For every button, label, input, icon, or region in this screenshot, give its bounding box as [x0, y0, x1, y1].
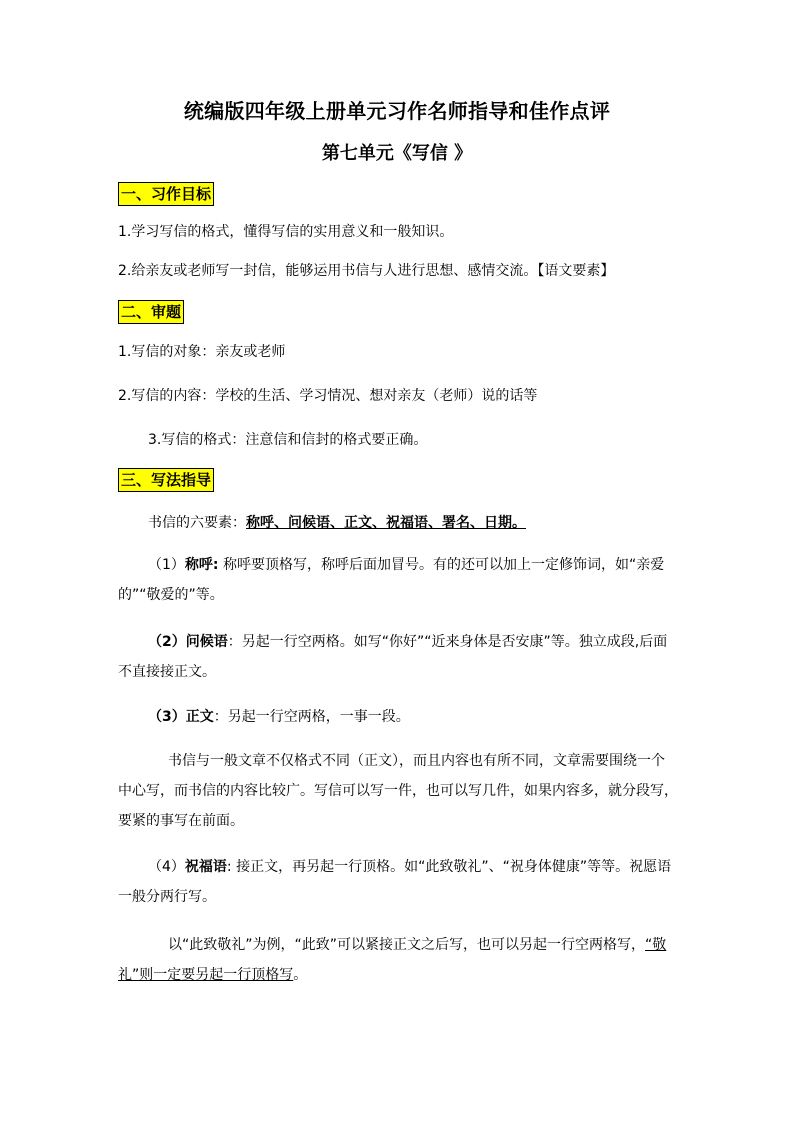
six-elements-line	[148, 512, 694, 534]
para-term: 称呼:	[184, 557, 219, 573]
para-text-underlined: “敬礼”则一定要另起一行顶格写	[118, 937, 667, 983]
goal-item-1: 1.学习写信的格式，懂得写信的实用意义和一般知识。	[118, 224, 454, 240]
para-text: 以“此致敬礼”为例，“此致”可以紧接正文之后写，也可以另起一行空两格写，	[168, 937, 646, 953]
para-text: ：另起一行空两格，一事一段。	[213, 709, 410, 725]
section-heading-guide: 三、写法指导	[118, 468, 214, 492]
para-term: 祝福语	[184, 859, 227, 875]
guide-paragraph-body	[148, 706, 694, 728]
guide-paragraph-salutation	[118, 550, 678, 610]
guide-paragraph-closing-detail	[118, 930, 678, 990]
guide-paragraph-closing	[118, 852, 678, 912]
para-number: （3）	[148, 709, 186, 725]
para-number: （4）	[148, 859, 185, 875]
document-title: 统编版四年级上册单元习作名师指导和佳作点评	[183, 99, 611, 123]
section-heading-goals: 一、习作目标	[118, 182, 214, 206]
guide-paragraph-body-detail: 书信与一般文章不仅格式不同（正文），而且内容也有所不同，文章需要围绕一个中心写，而书信的内容比较广。写信可以写一件，也可以写几件，如果内容多，就分段写，要紧的事写在前面。	[118, 753, 678, 829]
para-text: : 接正文，再另起一行顶格。如“此致敬礼”、“祝身体健康”等等。祝愿语一般分两行写。	[118, 859, 672, 905]
para-term: 正文	[185, 709, 214, 725]
para-text-end: 。	[293, 967, 308, 983]
topic-item-1: 1.写信的对象：亲友或老师	[118, 344, 286, 360]
six-elements-list: 称呼、问候语、正文、祝福语、署名、日期。	[246, 515, 526, 531]
para-text: 称呼要顶格写，称呼后面加冒号。有的还可以加上一定修饰词，如“亲爱的”“敬爱的”等。	[118, 557, 665, 603]
para-term: 问候语	[185, 634, 228, 650]
section-heading-topic: 二、审题	[118, 300, 184, 324]
topic-item-3: 3.写信的格式：注意信和信封的格式要正确。	[148, 432, 428, 448]
para-text: ：另起一行空两格。如写“你好”“近来身体是否安康”等。独立成段,后面不直接接正文。	[118, 634, 668, 680]
guide-paragraph-greeting	[118, 627, 678, 687]
topic-item-2: 2.写信的内容：学校的生活、学习情况、想对亲友（老师）说的话等	[118, 388, 538, 404]
document-subtitle: 第七单元《写信 》	[321, 143, 473, 164]
goal-item-2: 2.给亲友或老师写一封信，能够运用书信与人进行思想、感情交流。【语文要素】	[118, 263, 615, 279]
para-number: （1）	[148, 557, 185, 573]
six-elements-prefix: 书信的六要素：	[148, 515, 246, 531]
para-number: （2）	[148, 634, 186, 650]
